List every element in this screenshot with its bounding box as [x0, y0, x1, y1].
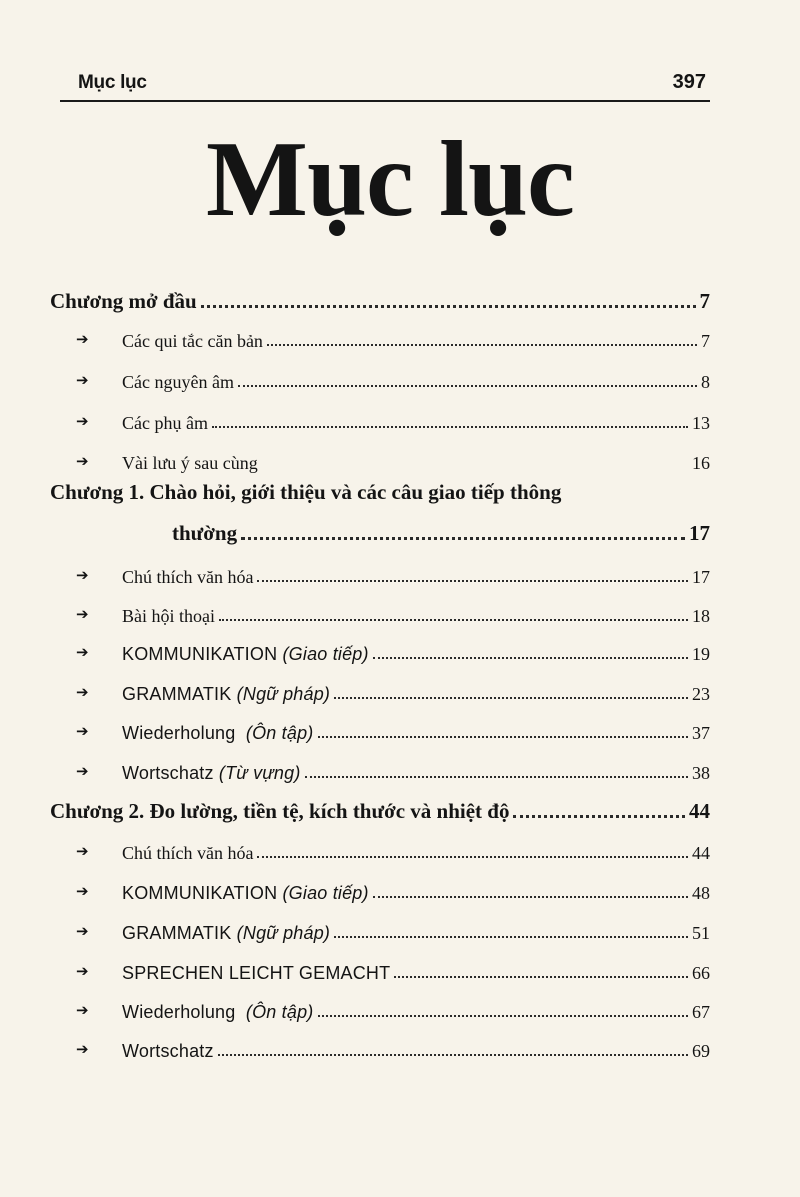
dot-leader	[513, 815, 685, 818]
dot-leader	[318, 736, 689, 738]
toc-item[interactable]	[50, 318, 710, 352]
toc-item-label: Vài lưu ý sau cùng	[122, 453, 258, 473]
dot-leader	[334, 697, 688, 699]
arrow-icon: ➔	[76, 842, 89, 860]
dot-leader	[373, 896, 688, 898]
toc-item-note: (Giao tiếp)	[282, 883, 369, 903]
dot-leader	[257, 856, 688, 858]
toc-item-note: (Từ vựng)	[218, 763, 301, 783]
dot-leader	[262, 466, 688, 468]
toc-item-page: 44	[692, 843, 710, 863]
arrow-icon: ➔	[76, 922, 89, 940]
toc-item-label: Wortschatz	[122, 1041, 214, 1061]
dot-leader	[334, 936, 688, 938]
toc-item-label: Wiederholung (Ôn tập)	[122, 723, 314, 743]
arrow-icon: ➔	[76, 1001, 89, 1019]
toc-item-page: 13	[692, 413, 710, 433]
toc-item[interactable]	[50, 710, 710, 744]
arrow-icon: ➔	[76, 962, 89, 980]
arrow-icon: ➔	[76, 566, 89, 584]
arrow-icon: ➔	[76, 605, 89, 623]
dot-leader	[373, 657, 688, 659]
toc-chapter-1[interactable]	[50, 480, 710, 546]
toc-item-note: (Ngữ pháp)	[236, 923, 331, 943]
toc-item[interactable]	[50, 1028, 710, 1062]
toc-item-page: 8	[701, 372, 710, 392]
toc-item-page: 23	[692, 684, 710, 704]
toc-item-page: 51	[692, 923, 710, 943]
running-header-title: Mục lục	[78, 72, 147, 93]
arrow-icon: ➔	[76, 330, 89, 348]
toc-item-page: 16	[692, 453, 710, 473]
chapter-title: Chương mở đầu	[50, 289, 197, 313]
toc-item-label: Các nguyên âm	[122, 372, 234, 392]
dot-leader	[394, 976, 688, 978]
toc-item-page: 66	[692, 963, 710, 983]
dot-leader	[212, 426, 688, 428]
chapter-page: 17	[689, 521, 710, 545]
toc-item-page: 19	[692, 644, 710, 664]
running-header	[60, 70, 710, 102]
toc-chapter-2[interactable]	[50, 790, 710, 824]
toc-item-page: 48	[692, 883, 710, 903]
dot-leader	[241, 537, 685, 540]
toc-item-note: (Ôn tập)	[245, 723, 314, 743]
dot-leader	[238, 385, 697, 387]
toc-item-page: 38	[692, 763, 710, 783]
arrow-icon: ➔	[76, 882, 89, 900]
dot-leader	[267, 344, 697, 346]
arrow-icon: ➔	[76, 1040, 89, 1058]
chapter-page: 7	[699, 289, 710, 313]
toc-item[interactable]	[50, 359, 710, 393]
toc-item-label: GRAMMATIK (Ngữ pháp)	[122, 923, 331, 943]
chapter-title: Chương 2. Đo lường, tiền tệ, kích thước và nhiệt độ	[50, 799, 510, 823]
toc-item[interactable]	[50, 400, 710, 434]
toc-item-page: 69	[692, 1041, 710, 1061]
toc-item[interactable]	[50, 950, 710, 984]
toc-item-page: 18	[692, 606, 710, 626]
chapter-page: 44	[689, 799, 710, 823]
dot-leader	[201, 305, 696, 308]
toc-item[interactable]	[50, 750, 710, 784]
toc-item-label: Wortschatz (Từ vựng)	[122, 763, 301, 783]
toc-item-note: (Ngữ pháp)	[236, 684, 331, 704]
toc-item-note: (Giao tiếp)	[282, 644, 369, 664]
dot-leader	[318, 1015, 689, 1017]
toc-item-label: Các phụ âm	[122, 413, 208, 433]
toc-item-page: 37	[692, 723, 710, 743]
arrow-icon: ➔	[76, 722, 89, 740]
toc-item-label: GRAMMATIK (Ngữ pháp)	[122, 684, 331, 704]
arrow-icon: ➔	[76, 452, 89, 470]
toc-item-label: KOMMUNIKATION (Giao tiếp)	[122, 883, 369, 903]
toc-chapter-intro[interactable]	[50, 280, 710, 314]
toc-item-label: Các qui tắc căn bản	[122, 331, 263, 351]
toc-item[interactable]	[50, 631, 710, 665]
toc-item[interactable]	[50, 554, 710, 588]
arrow-icon: ➔	[76, 371, 89, 389]
toc-item-label: Bài hội thoại	[122, 606, 215, 626]
dot-leader	[218, 1054, 688, 1056]
dot-leader	[219, 619, 688, 621]
toc-item[interactable]	[50, 989, 710, 1023]
toc-item[interactable]	[50, 830, 710, 864]
toc-item-label: Wiederholung (Ôn tập)	[122, 1002, 314, 1022]
chapter-title-line2: thường	[172, 521, 238, 545]
toc-item[interactable]	[50, 593, 710, 627]
chapter-title-line1: Chương 1. Chào hỏi, giới thiệu và các câu giao tiếp thông	[50, 480, 562, 504]
toc-item-label: KOMMUNIKATION (Giao tiếp)	[122, 644, 369, 664]
toc-item[interactable]	[50, 440, 710, 474]
dot-leader	[305, 776, 688, 778]
toc-item-label: Chú thích văn hóa	[122, 843, 254, 863]
toc-item-label: SPRECHEN LEICHT GEMACHT	[122, 963, 391, 983]
toc-item-label: Chú thích văn hóa	[122, 567, 254, 587]
toc-item[interactable]	[50, 671, 710, 705]
toc-item-page: 67	[692, 1002, 710, 1022]
arrow-icon: ➔	[76, 683, 89, 701]
page-title: Mục lục	[206, 120, 574, 239]
arrow-icon: ➔	[76, 412, 89, 430]
toc-item-page: 17	[692, 567, 710, 587]
dot-leader	[257, 580, 688, 582]
arrow-icon: ➔	[76, 762, 89, 780]
arrow-icon: ➔	[76, 643, 89, 661]
toc-item-page: 7	[701, 331, 710, 351]
page-number: 397	[672, 71, 706, 93]
toc-item[interactable]	[50, 910, 710, 944]
toc-item[interactable]	[50, 870, 710, 904]
toc-item-note: (Ôn tập)	[245, 1002, 314, 1022]
